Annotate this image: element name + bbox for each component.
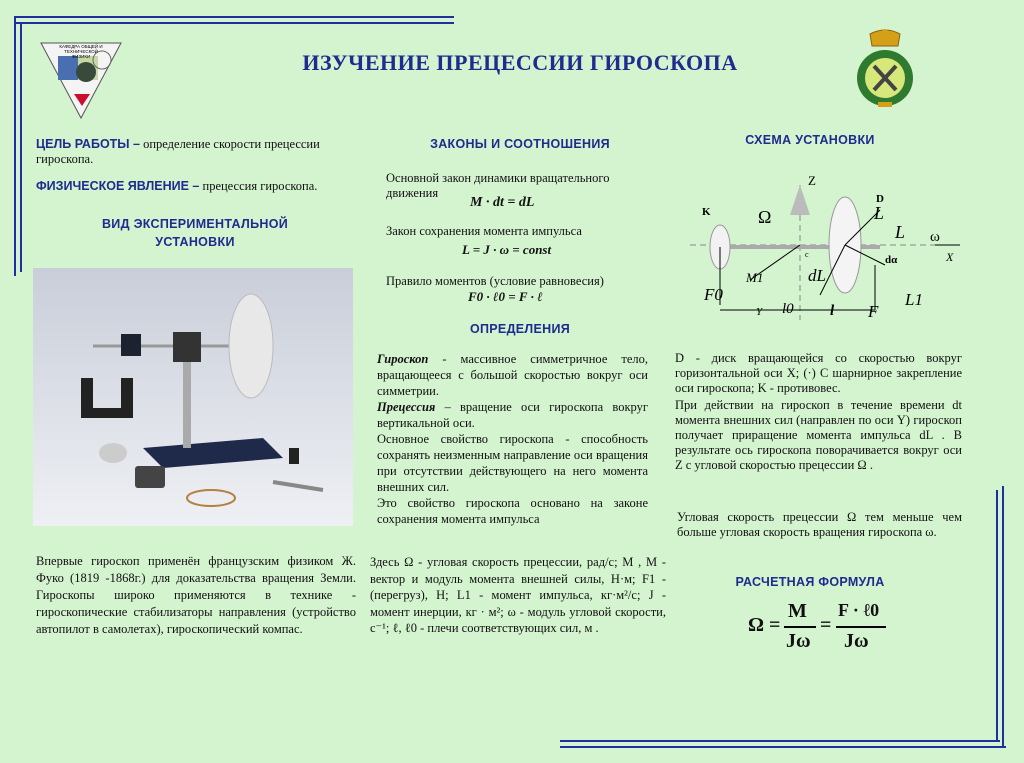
schema-label-y: Y [756,306,763,318]
page-title: ИЗУЧЕНИЕ ПРЕЦЕССИИ ГИРОСКОПА [302,50,738,75]
history-text: Впервые гироскоп применён французским физиком Ж. Фуко (1819 -1868г.) для доказательства вращения Земли. Гироскопы широко применяются в технике - гироскопические стабилизаторы направления (устройство автопилот в самолетах), гироскопический компас. [36,554,356,636]
frame-bottom [560,740,1000,742]
schema-label-L: L [895,222,906,242]
description-1: D - диск вращающейся со скоростью вокруг горизонтальной оси X; (·) C шарнирное закрепление оси гироскопа; K - противовес. [675,351,962,395]
schema-label-d: D [876,193,884,205]
setup-view-header-2: УСТАНОВКИ [155,235,235,249]
law3-text: Правило моментов (условие равновесия) [386,274,604,288]
schema-label-dL: dL [808,266,826,285]
property-text: Основное свойство гироскопа - способность сохранять неизменным направление оси вращения при отсутствии действующего на него момента внешних сил. [377,432,648,494]
schema-label-m1: M1 [746,270,764,285]
goal-label: ЦЕЛЬ РАБОТЫ – [36,137,140,151]
schema-label-z: Z [808,173,816,188]
definitions-header: ОПРЕДЕЛЕНИЯ [469,322,571,336]
formula-den1: Jω [786,630,811,652]
prec-term: Прецессия [377,400,436,414]
apparatus-photo [33,268,353,526]
university-emblem [850,28,920,112]
formula-bar1 [784,626,816,628]
gyro-text: - массивное симметричное тело, вращающееся с большой скоростью вокруг оси симметрии. [377,352,648,398]
department-logo [36,38,126,120]
description-3: Угловая скорость прецессии Ω тем меньше чем больше угловая скорость вращения гироскопа ω. [677,510,962,539]
phenomenon-text: прецессия гироскопа. [199,179,318,193]
logo-text-2: ТЕХНИЧЕСКОЙ [64,49,98,54]
formula-den2: Jω [844,630,869,652]
phenomenon-block [36,179,366,194]
law2-text: Закон сохранения момента импульса [386,224,582,238]
here-text: Здесь Ω - угловая скорость прецессии, рад/с; M , M - вектор и модуль момента внешней силы, Н·м; F1 - (перегруз), Н; L1 - момент импульса, кг·м²/с; J - момент инерции, кг · м²; ω - модуль угловой скорости, с⁻¹; ℓ, ℓ0 - плечи соответствующих сил, м . [370,555,666,635]
formula-header: РАСЧЕТНАЯ ФОРМУЛА [735,575,885,589]
gyro-term: Гироскоп [377,352,429,366]
logo-text-3: ФИЗИКИ [71,54,91,59]
frame-right [996,490,998,742]
definitions-block [377,351,648,527]
frame-right-inner [1002,486,1004,748]
formula-eq: = [820,614,832,636]
schema-header: СХЕМА УСТАНОВКИ [745,133,875,147]
setup-schema [690,165,990,325]
calculation-formula [748,600,928,656]
schema-label-l: l [830,303,835,319]
goal-text: определение скорости прецессии гироскопа. [36,137,320,166]
schema-label-f: F [868,302,879,321]
laws-header: ЗАКОНЫ И СООТНОШЕНИЯ [430,137,610,151]
schema-label-k: K [702,206,711,218]
gyro-definition [377,351,648,399]
formula-lhs: Ω = [748,614,781,636]
frame-bottom-inner [560,746,1006,748]
goal-block [36,137,366,167]
law2-formula: L = J · ω = const [462,242,552,257]
frame-top [14,16,454,18]
law1-formula: M · dt = dL [470,195,535,210]
precession-definition [377,399,648,431]
formula-bar2 [836,626,886,628]
frame-top-inner [14,22,454,24]
setup-view-header-1: ВИД ЭКСПЕРИМЕНТАЛЬНОЙ [101,217,288,231]
schema-label-c: c [805,250,809,259]
frame-left [14,16,16,276]
law1-text: Основной закон динамики вращательного движения [386,171,610,200]
schema-label-da: dα [885,254,898,266]
setup-view-header [60,215,330,251]
formula-num1: M [788,600,807,622]
phenomenon-label: ФИЗИЧЕСКОЕ ЯВЛЕНИЕ – [36,179,200,193]
logo-text-1: КАФЕДРА ОБЩЕЙ И [59,44,103,49]
schema-label-f0: F0 [704,285,723,304]
formula-num2: F · ℓ0 [838,600,880,620]
schema-label-l1: L1 [905,290,923,309]
description-2: При действии на гироскоп в течение времени dt момента внешних сил (направлен по оси Y) гироскоп получает приращение момента импульса dL . В результате ось гироскопа поворачивается вокруг оси Z с угловой скоростью прецессии Ω . [675,398,962,472]
property2-text: Это свойство гироскопа основано на законе сохранения момента импульса [377,496,648,526]
schema-label-l0: l0 [782,301,794,317]
law3-formula: F0 · ℓ0 = F · ℓ [468,289,543,304]
schema-label-omega: ω [930,229,940,245]
frame-left-inner [20,22,22,272]
schema-label-omega-big: Ω [758,207,772,227]
prec-text: – вращение оси гироскопа вокруг вертикальной оси. [377,400,648,430]
schema-label-L-top: L [874,203,885,223]
schema-label-x: X [946,250,954,264]
